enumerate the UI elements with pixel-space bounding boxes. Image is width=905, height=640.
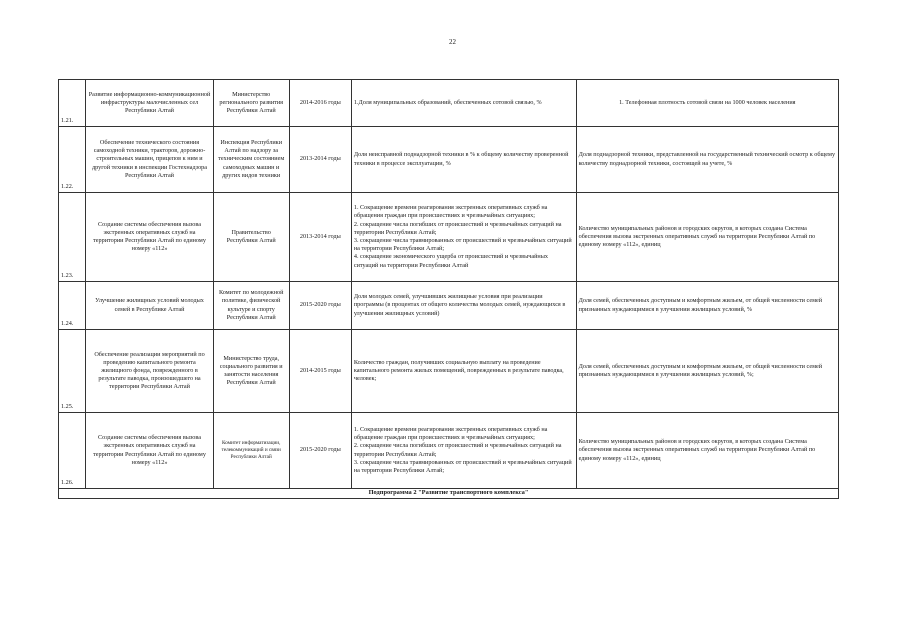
row-number: 1.22. [59,127,86,193]
activity-name: Развитие информационно-коммуникационной инфраструктуры малочисленных сел Республики Алтай [86,80,213,127]
activity-name: Создание системы обеспечения вызова экстренных оперативных служб на территории Республики Алтай по единому номеру «112» [86,413,213,489]
indicator-line: 4. сокращение экономического ущерба от происшествий и чрезвычайных ситуаций на территории Республики Алтай [353,253,548,269]
executor: Комитет по молодежной политике, физической культуре и спорту Республики Алтай [213,282,289,330]
term: 2013-2014 годы [289,193,351,282]
subprogram-title: Подпрограмма 2 "Развитие транспортного комплекса" [59,489,839,499]
result: Количество муниципальных районов и городских округов, в которых создана Система обеспечения вызова экстренных оперативных служб на территории Республики Алтай по единому номеру «112», единиц [576,413,838,489]
executor: Комитет информатизации, телекоммуникаций и связи Республики Алтай [213,413,289,489]
term: 2015-2020 годы [289,413,351,489]
indicator-line: 3. сокращение числа травмированных от происшествий и чрезвычайных ситуаций на территории Республики Алтай; [353,458,572,474]
indicator-line: 1.Доля муниципальных образований, обеспеченных сотовой связью, % [353,98,542,106]
program-table [58,79,839,499]
table-row [59,413,839,489]
term: 2015-2020 годы [289,282,351,330]
table-row [59,330,839,413]
row-number: 1.24. [59,282,86,330]
indicator [351,80,576,127]
term: 2014-2015 годы [289,330,351,413]
result: Количество муниципальных районов и городских округов, в которых создана Система обеспечения вызова экстренных оперативных служб на территории Республики Алтай по единому номеру «112», единиц [576,193,838,282]
table-row [59,193,839,282]
activity-name: Создание системы обеспечения вызова экстренных оперативных служб на территории Республики Алтай по единому номеру «112» [86,193,213,282]
term: 2014-2016 годы [289,80,351,127]
term: 2013-2014 годы [289,127,351,193]
table-row [59,80,839,127]
result: 1. Телефонная плотность сотовой связи на 1000 человек населения [576,80,838,127]
row-number: 1.21. [59,80,86,127]
indicator-line: Доля молодых семей, улучшивших жилищные условия при реализации программы (в процентах от общего количества молодых семей, нуждающихся в улучшении жилищных условий) [353,293,566,317]
row-number: 1.23. [59,193,86,282]
indicator-line: 1. Сокращение времени реагирования экстренных оперативных служб на обращение граждан при происшествиях и чрезвычайных ситуациях; [353,425,548,442]
indicator [351,330,576,413]
indicator [351,413,576,489]
result: Доля семей, обеспеченных доступным и комфортным жильем, от общей численности семей признанных нуждающимися в улучшении жилищных условий, % [576,282,838,330]
table-row [59,127,839,193]
indicator-line: 3. сокращение числа травмированных от происшествий и чрезвычайных ситуаций на территории Республики Алтай; [353,237,572,253]
indicator-line: 2. сокращение числа погибших от происшествий и чрезвычайных ситуаций на территории Республики Алтай; [353,442,562,458]
executor: Инспекция Республики Алтай по надзору за техническим состоянием самоходных машин и других видов техники [213,127,289,193]
indicator-line: 1. Сокращение времени реагирования экстренных оперативных служб на обращения граждан при происшествиях и чрезвычайных ситуациях; [353,204,548,220]
executor: Министерство труда, социального развития и занятости населения Республики Алтай [213,330,289,413]
table-row [59,282,839,330]
page-number: 22 [449,38,456,46]
indicator [351,127,576,193]
activity-name: Обеспечение реализации мероприятий по проведению капитального ремонта жилищного фонда, поврежденного в результате паводка, произошедшего на территории Республики Алтай [86,330,213,413]
result: Доля семей, обеспеченных доступным и комфортным жильем, от общей численности семей признанных нуждающимися в улучшении жилищных условий, %; [576,330,838,413]
indicator-line: Количество граждан, получивших социальную выплату на проведение капитального ремонта жилых помещений, поврежденных в результате паводка, человек; [353,358,564,383]
indicator [351,282,576,330]
row-number: 1.26. [59,413,86,489]
executor: Министерство регионального развития Республики Алтай [213,80,289,127]
row-number: 1.25. [59,330,86,413]
result: Доля поднадзорной техники, представленной на государственный технический осмотр к общему количеству поднадзорной техники, состоящей на учете, % [576,127,838,193]
activity-name: Обеспечение технического состояния самоходной техники, тракторов, дорожно-строительных машин, прицепов к ним и другой техники в инспекции Гостехнадзора Республики Алтай [86,127,213,193]
indicator-line: 2. сокращение числа погибших от происшествий и чрезвычайных ситуаций на территории Республики Алтай; [353,220,562,236]
activity-name: Улучшение жилищных условий молодых семей в Республике Алтай [86,282,213,330]
subprogram-row [59,489,839,499]
indicator [351,193,576,282]
indicator-line: Доля неисправной поднадзорной техники в % к общему количеству проверенной техники в процессе эксплуатации, % [353,151,569,167]
executor: Правительство Республики Алтай [213,193,289,282]
